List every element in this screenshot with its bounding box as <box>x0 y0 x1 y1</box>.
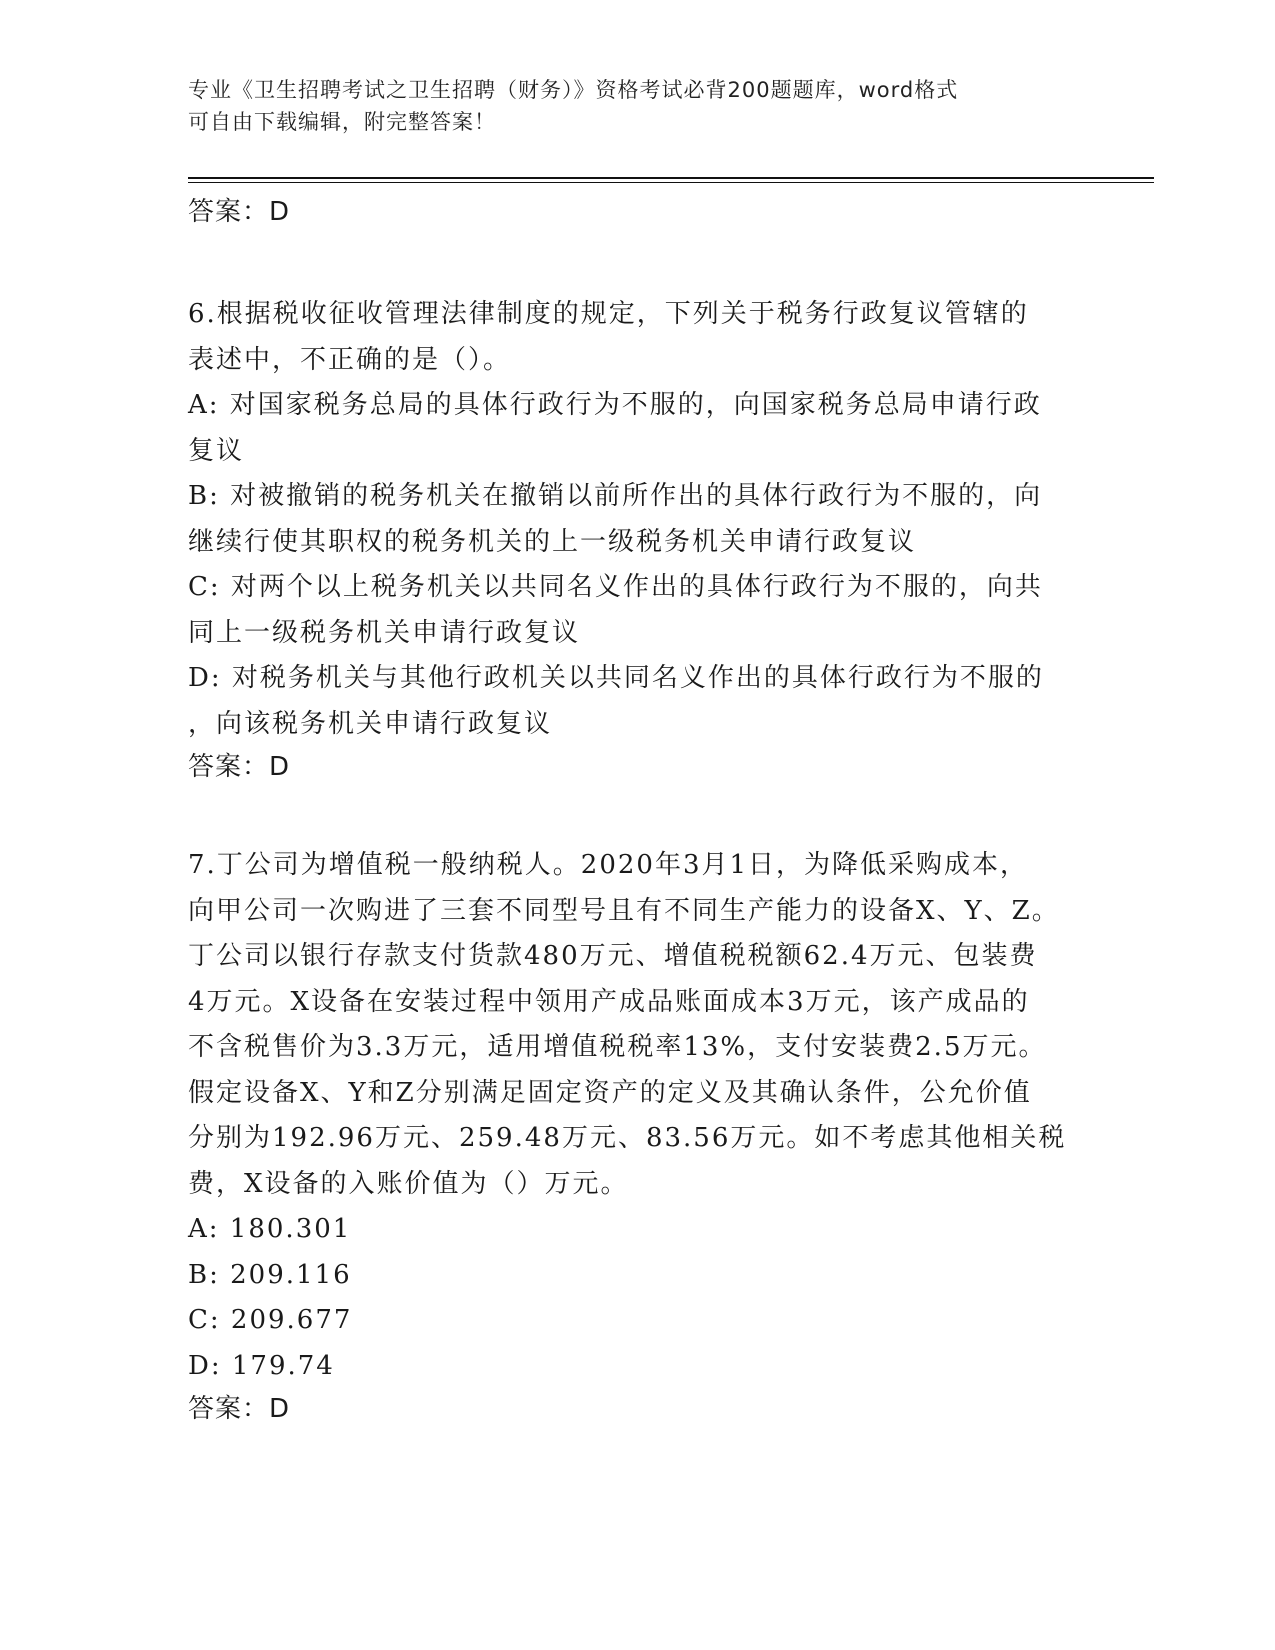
document-header <box>188 74 1068 138</box>
page-content <box>188 192 1088 1429</box>
question-stem-line: 分别为192.96万元、259.48万元、83.56万元。如不考虑其他相关税 <box>188 1123 1067 1153</box>
option-a-line: 复议 <box>188 435 245 466</box>
previous-answer: 答案：D <box>188 197 291 227</box>
question-6-answer: 答案：D <box>188 752 291 782</box>
question-stem-line: 7.丁公司为增值税一般纳税人。2020年3月1日，为降低采购成本， <box>188 850 1029 880</box>
question-stem-line: 丁公司以银行存款支付货款480万元、增值税税额62.4万元、包装费 <box>188 941 1038 971</box>
header-rule-thin <box>188 182 1154 183</box>
question-stem-line: 假定设备X、Y和Z分别满足固定资产的定义及其确认条件，公允价值 <box>188 1077 1032 1108</box>
option-b-line: 继续行使其职权的税务机关的上一级税务机关申请行政复议 <box>188 526 917 557</box>
question-stem-line: 向甲公司一次购进了三套不同型号且有不同生产能力的设备X、Y、Z。 <box>188 895 1060 926</box>
question-6 <box>188 292 1088 787</box>
option-b: B: 209.116 <box>188 1259 352 1290</box>
option-c-line: C: 对两个以上税务机关以共同名义作出的具体行政行为不服的，向共 <box>188 572 1043 602</box>
option-d-line: D: 对税务机关与其他行政机关以共同名义作出的具体行政行为不服的 <box>188 663 1044 693</box>
question-stem-line: 4万元。X设备在安装过程中领用产成品账面成本3万元，该产成品的 <box>188 986 1030 1017</box>
option-a-line: A: 对国家税务总局的具体行政行为不服的，向国家税务总局申请行政 <box>188 390 1042 420</box>
question-stem-line: 不含税售价为3.3万元，适用增值税税率13%，支付安装费2.5万元。 <box>188 1032 1047 1062</box>
question-stem-line: 6.根据税收征收管理法律制度的规定，下列关于税务行政复议管辖的 <box>188 299 1029 329</box>
question-stem-line: 费，X设备的入账价值为（）万元。 <box>188 1168 629 1199</box>
question-7-answer: 答案：D <box>188 1394 291 1424</box>
option-d-line: ，向该税务机关申请行政复议 <box>188 708 553 739</box>
header-line-2: 可自由下载编辑，附完整答案！ <box>188 110 496 134</box>
header-rule-thick <box>188 177 1154 179</box>
option-c-line: 同上一级税务机关申请行政复议 <box>188 617 581 648</box>
header-line-1: 专业《卫生招聘考试之卫生招聘（财务）》资格考试必背200题题库，word格式 <box>188 78 959 102</box>
option-a: A: 180.301 <box>188 1214 352 1244</box>
option-c: C: 209.677 <box>188 1305 353 1335</box>
question-7 <box>188 843 1088 1429</box>
question-stem-line: 表述中，不正确的是（）。 <box>188 344 512 375</box>
option-d: D: 179.74 <box>188 1350 335 1381</box>
option-b-line: B: 对被撤销的税务机关在撤销以前所作出的具体行政行为不服的，向 <box>188 481 1043 511</box>
